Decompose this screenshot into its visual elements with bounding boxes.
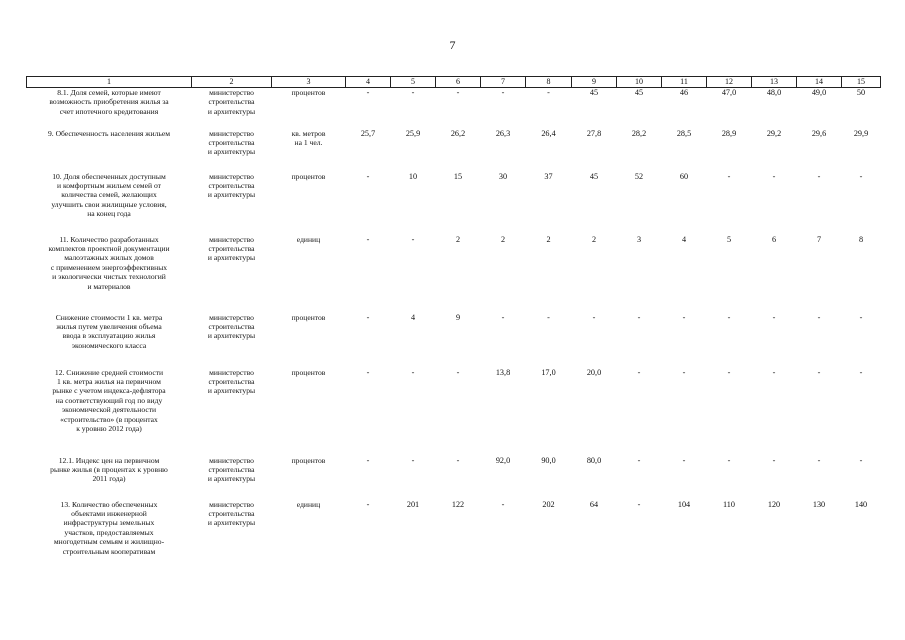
indicator-name-line: экономической деятельности — [61, 405, 157, 415]
value-cell: 47,0 — [721, 88, 737, 97]
responsible-line: строительства — [208, 464, 255, 474]
responsible-line: министерство — [209, 367, 254, 377]
value-cell: 64 — [589, 499, 599, 509]
indicator-name-line: 8.1. Доля семей, которые имеют — [57, 88, 161, 97]
header-cell: 8 — [526, 77, 572, 88]
indicator-name-line: «строительство» (в процентах — [60, 414, 158, 424]
value-cell: - — [411, 455, 415, 465]
value-cell: - — [637, 455, 641, 465]
value-cell: - — [859, 367, 863, 377]
unit — [272, 129, 346, 172]
indicator-name-line: счет ипотечного кредитования — [59, 106, 159, 116]
indicator-name — [27, 88, 192, 129]
value-cell: 25,9 — [405, 128, 421, 138]
value-cell: 48,0 — [766, 88, 782, 97]
value-cell: - — [366, 499, 370, 509]
value-cell: - — [859, 455, 863, 465]
value-cell: 13,8 — [495, 367, 511, 377]
indicator-name-line: с применением энергоэффективных — [50, 262, 168, 272]
value-cell: - — [772, 367, 776, 377]
unit-line: процентов — [291, 171, 326, 181]
indicator-name — [27, 313, 192, 368]
page-number: 7 — [449, 38, 456, 52]
header-cell: 15 — [842, 77, 881, 88]
responsible-line: и архитектуры — [207, 106, 256, 116]
value-cell: 60 — [679, 171, 689, 181]
responsible-line: и архитектуры — [207, 190, 256, 200]
indicator-name-line: 12.1. Индекс цен на первичном — [58, 455, 160, 465]
value-cell: - — [456, 88, 460, 97]
value-cell: 26,3 — [495, 128, 511, 138]
unit-line: процентов — [291, 367, 326, 377]
unit-line: процентов — [291, 88, 326, 97]
value-cell: 17,0 — [541, 367, 556, 377]
indicator-name-line: на соответствующий год по виду — [55, 395, 163, 405]
value-cell: 45 — [589, 88, 599, 97]
table-row — [27, 235, 881, 313]
indicator-name-line: и комфортным жильем семей от — [57, 180, 161, 190]
value-cell: - — [817, 171, 821, 181]
value-cell: - — [859, 312, 863, 322]
value-cell: 2 — [546, 234, 551, 244]
indicator-name-line: экономического класса — [71, 340, 147, 350]
indicator-name — [27, 368, 192, 456]
value-cell: - — [501, 499, 505, 509]
value-cell: 8 — [858, 234, 864, 244]
indicator-name-line: возможность приобретения жилья за — [49, 97, 169, 107]
indicator-name — [27, 129, 192, 172]
header-row — [27, 77, 881, 88]
indicator-name — [27, 172, 192, 235]
value-cell: - — [411, 367, 415, 377]
value-cell: - — [547, 312, 550, 322]
value-cell: 2 — [500, 234, 506, 244]
value-cell: 50 — [856, 88, 866, 97]
header-cell: 1 — [27, 77, 192, 88]
header-cell: 3 — [272, 77, 346, 88]
value-cell: 9 — [455, 312, 461, 322]
indicator-name-line: строительным кооперативам — [62, 546, 156, 556]
header-cell: 6 — [436, 77, 481, 88]
value-cell: - — [366, 234, 370, 244]
responsible-line: строительства — [208, 137, 255, 147]
indicator-name-line: ввода в эксплуатацию жилья — [62, 331, 156, 341]
value-cell: 37 — [544, 171, 553, 181]
responsible-line: строительства — [208, 180, 255, 190]
value-cell: 130 — [812, 499, 826, 509]
indicator-name-line: малоэтажных жилых домов — [64, 253, 154, 263]
value-cell: 2 — [591, 234, 597, 244]
indicator-name — [27, 500, 192, 570]
indicator-name-line: 1 кв. метра жилья на первичном — [57, 376, 161, 386]
value-cell: - — [772, 455, 776, 465]
value-cell: 28,5 — [676, 128, 692, 138]
value-cell: 201 — [406, 499, 420, 509]
indicator-name-line: количества семей, желающих — [61, 190, 157, 200]
unit-line: процентов — [291, 455, 326, 465]
value-cell: 4 — [681, 234, 687, 244]
value-cell: - — [772, 171, 776, 181]
value-cell: 26,4 — [541, 128, 556, 138]
responsible — [192, 129, 272, 172]
table-row — [27, 368, 881, 456]
responsible-line: министерство — [209, 499, 254, 509]
value-cell: - — [859, 171, 863, 181]
responsible-line: и архитектуры — [207, 386, 256, 396]
indicator-name-line: рынке с учетом индекса-дефлятора — [52, 386, 166, 396]
value-cell: - — [547, 88, 550, 97]
responsible — [192, 368, 272, 456]
unit-line: процентов — [291, 312, 326, 322]
value-cell: - — [727, 171, 731, 181]
value-cell: - — [366, 367, 370, 377]
indicator-name-line: 9. Обеспеченность населения жильем — [47, 128, 171, 138]
value-cell: 46 — [679, 88, 689, 97]
unit — [272, 313, 346, 368]
value-cell: 27,8 — [586, 128, 602, 138]
indicator-name-line: комплектов проектной документации — [48, 243, 170, 253]
header-cell: 9 — [572, 77, 617, 88]
responsible — [192, 500, 272, 570]
indicator-name — [27, 235, 192, 313]
unit — [272, 88, 346, 129]
value-cell: - — [366, 88, 370, 97]
header-cell: 5 — [391, 77, 436, 88]
indicator-name-line: и экологически чистых технологий — [52, 272, 166, 282]
value-cell: 6 — [771, 234, 777, 244]
indicator-name-line: 13. Количество обеспеченных — [60, 499, 158, 509]
responsible-line: и архитектуры — [207, 253, 256, 263]
responsible-line: и архитектуры — [207, 147, 256, 157]
value-cell: - — [456, 367, 460, 377]
responsible-line: и архитектуры — [207, 474, 256, 484]
header-cell: 10 — [617, 77, 662, 88]
value-cell: 104 — [677, 499, 691, 509]
responsible-line: министерство — [209, 128, 254, 138]
table-row — [27, 129, 881, 172]
table-body — [27, 88, 881, 570]
header-cell: 4 — [346, 77, 391, 88]
indicator-name-line: к уровню 2012 года) — [76, 423, 142, 433]
value-cell: - — [727, 367, 731, 377]
value-cell: 49,0 — [811, 88, 827, 97]
value-cell: - — [682, 455, 686, 465]
value-cell: 28,9 — [721, 128, 737, 138]
unit — [272, 235, 346, 313]
responsible-line: министерство — [209, 234, 254, 244]
value-cell: 45 — [634, 88, 644, 97]
indicator-name-line: 2011 года) — [92, 474, 126, 484]
value-cell: 202 — [542, 499, 555, 509]
value-cell: 29,9 — [853, 128, 869, 138]
value-cell: 5 — [726, 234, 732, 244]
value-cell: 140 — [854, 499, 868, 509]
header-cell: 14 — [797, 77, 842, 88]
value-cell: 29,2 — [766, 128, 782, 138]
responsible-line: строительства — [208, 321, 255, 331]
value-cell: 20,0 — [586, 367, 602, 377]
unit-line: кв. метров — [291, 128, 326, 138]
responsible-line: министерство — [209, 455, 254, 465]
value-cell: 4 — [410, 312, 416, 322]
responsible — [192, 313, 272, 368]
value-cell: - — [456, 455, 460, 465]
value-cell: - — [682, 312, 686, 322]
responsible — [192, 235, 272, 313]
unit — [272, 368, 346, 456]
value-cell: 2 — [455, 234, 461, 244]
value-cell: 110 — [723, 499, 735, 509]
value-cell: 28,2 — [631, 128, 647, 138]
value-cell: 3 — [636, 234, 642, 244]
indicator-name-line: Снижение стоимости 1 кв. метра — [55, 312, 163, 322]
value-cell: - — [411, 234, 415, 244]
header-cell: 7 — [481, 77, 526, 88]
value-cell: 30 — [498, 171, 508, 181]
responsible-line: министерство — [209, 312, 254, 322]
responsible-line: строительства — [208, 376, 255, 386]
responsible-line: строительства — [208, 243, 255, 253]
value-cell: - — [501, 88, 505, 97]
header-cell: 2 — [192, 77, 272, 88]
responsible-line: и архитектуры — [207, 331, 256, 341]
responsible — [192, 456, 272, 500]
value-cell: - — [501, 312, 505, 322]
table-row — [27, 456, 881, 500]
indicator-name-line: на конец года — [87, 209, 131, 219]
value-cell: 92,0 — [495, 455, 511, 465]
indicator-name-line: объектами инженерной — [71, 508, 147, 518]
value-cell: 7 — [816, 234, 822, 244]
unit-line: единиц — [296, 234, 321, 244]
value-cell: - — [366, 171, 370, 181]
indicator-name-line: 10. Доля обеспеченных доступным — [52, 171, 166, 181]
value-cell: 26,2 — [450, 128, 466, 138]
value-cell: - — [817, 455, 821, 465]
table-row — [27, 88, 881, 129]
responsible-line: строительства — [208, 508, 255, 518]
value-cell: 122 — [451, 499, 465, 509]
value-cell: - — [817, 367, 821, 377]
indicator-name-line: жилья путем увеличения объема — [56, 321, 162, 331]
responsible-line: министерство — [209, 88, 254, 97]
value-cell: - — [411, 88, 415, 97]
header-cell: 13 — [752, 77, 797, 88]
value-cell: - — [366, 312, 370, 322]
indicator-name-line: улучшить свои жилищные условия, — [51, 199, 167, 209]
indicator-name-line: рынке жилья (в процентах к уровню — [50, 464, 168, 474]
value-cell: - — [637, 312, 641, 322]
value-cell: - — [682, 367, 686, 377]
value-cell: - — [366, 455, 370, 465]
value-cell: 45 — [589, 171, 599, 181]
value-cell: 25,7 — [360, 128, 376, 138]
value-cell: 52 — [634, 171, 644, 181]
indicator-name-line: и материалов — [87, 281, 131, 291]
value-cell: 120 — [767, 499, 781, 509]
value-cell: - — [727, 455, 731, 465]
value-cell: 29,6 — [811, 128, 827, 138]
indicator-name — [27, 456, 192, 500]
value-cell: 15 — [453, 171, 463, 181]
table-row — [27, 500, 881, 570]
indicator-name-line: многодетным семьям и жилищно- — [53, 537, 165, 547]
value-cell: - — [817, 312, 821, 322]
table-row — [27, 313, 881, 368]
value-cell: - — [592, 312, 596, 322]
unit — [272, 172, 346, 235]
indicator-name-line: участков, предоставляемых — [64, 527, 154, 537]
indicator-name-line: инфраструктуры земельных — [63, 518, 155, 528]
responsible — [192, 172, 272, 235]
unit-line: единиц — [296, 499, 321, 509]
indicators-table — [26, 76, 881, 570]
table-row — [27, 172, 881, 235]
header-cell: 11 — [662, 77, 707, 88]
indicator-name-line: 12. Снижение средней стоимости — [54, 367, 164, 377]
indicator-name-line: 11. Количество разработанных — [59, 234, 159, 244]
responsible-line: строительства — [208, 97, 255, 107]
responsible-line: министерство — [209, 171, 254, 181]
value-cell: 80,0 — [586, 455, 602, 465]
unit-line: на 1 чел. — [294, 137, 323, 147]
value-cell: - — [772, 312, 776, 322]
unit — [272, 500, 346, 570]
responsible — [192, 88, 272, 129]
value-cell: 90,0 — [541, 455, 556, 465]
header-cell: 12 — [707, 77, 752, 88]
value-cell: - — [637, 499, 641, 509]
responsible-line: и архитектуры — [207, 518, 256, 528]
value-cell: - — [727, 312, 731, 322]
value-cell: - — [637, 367, 641, 377]
value-cell: 10 — [408, 171, 418, 181]
unit — [272, 456, 346, 500]
